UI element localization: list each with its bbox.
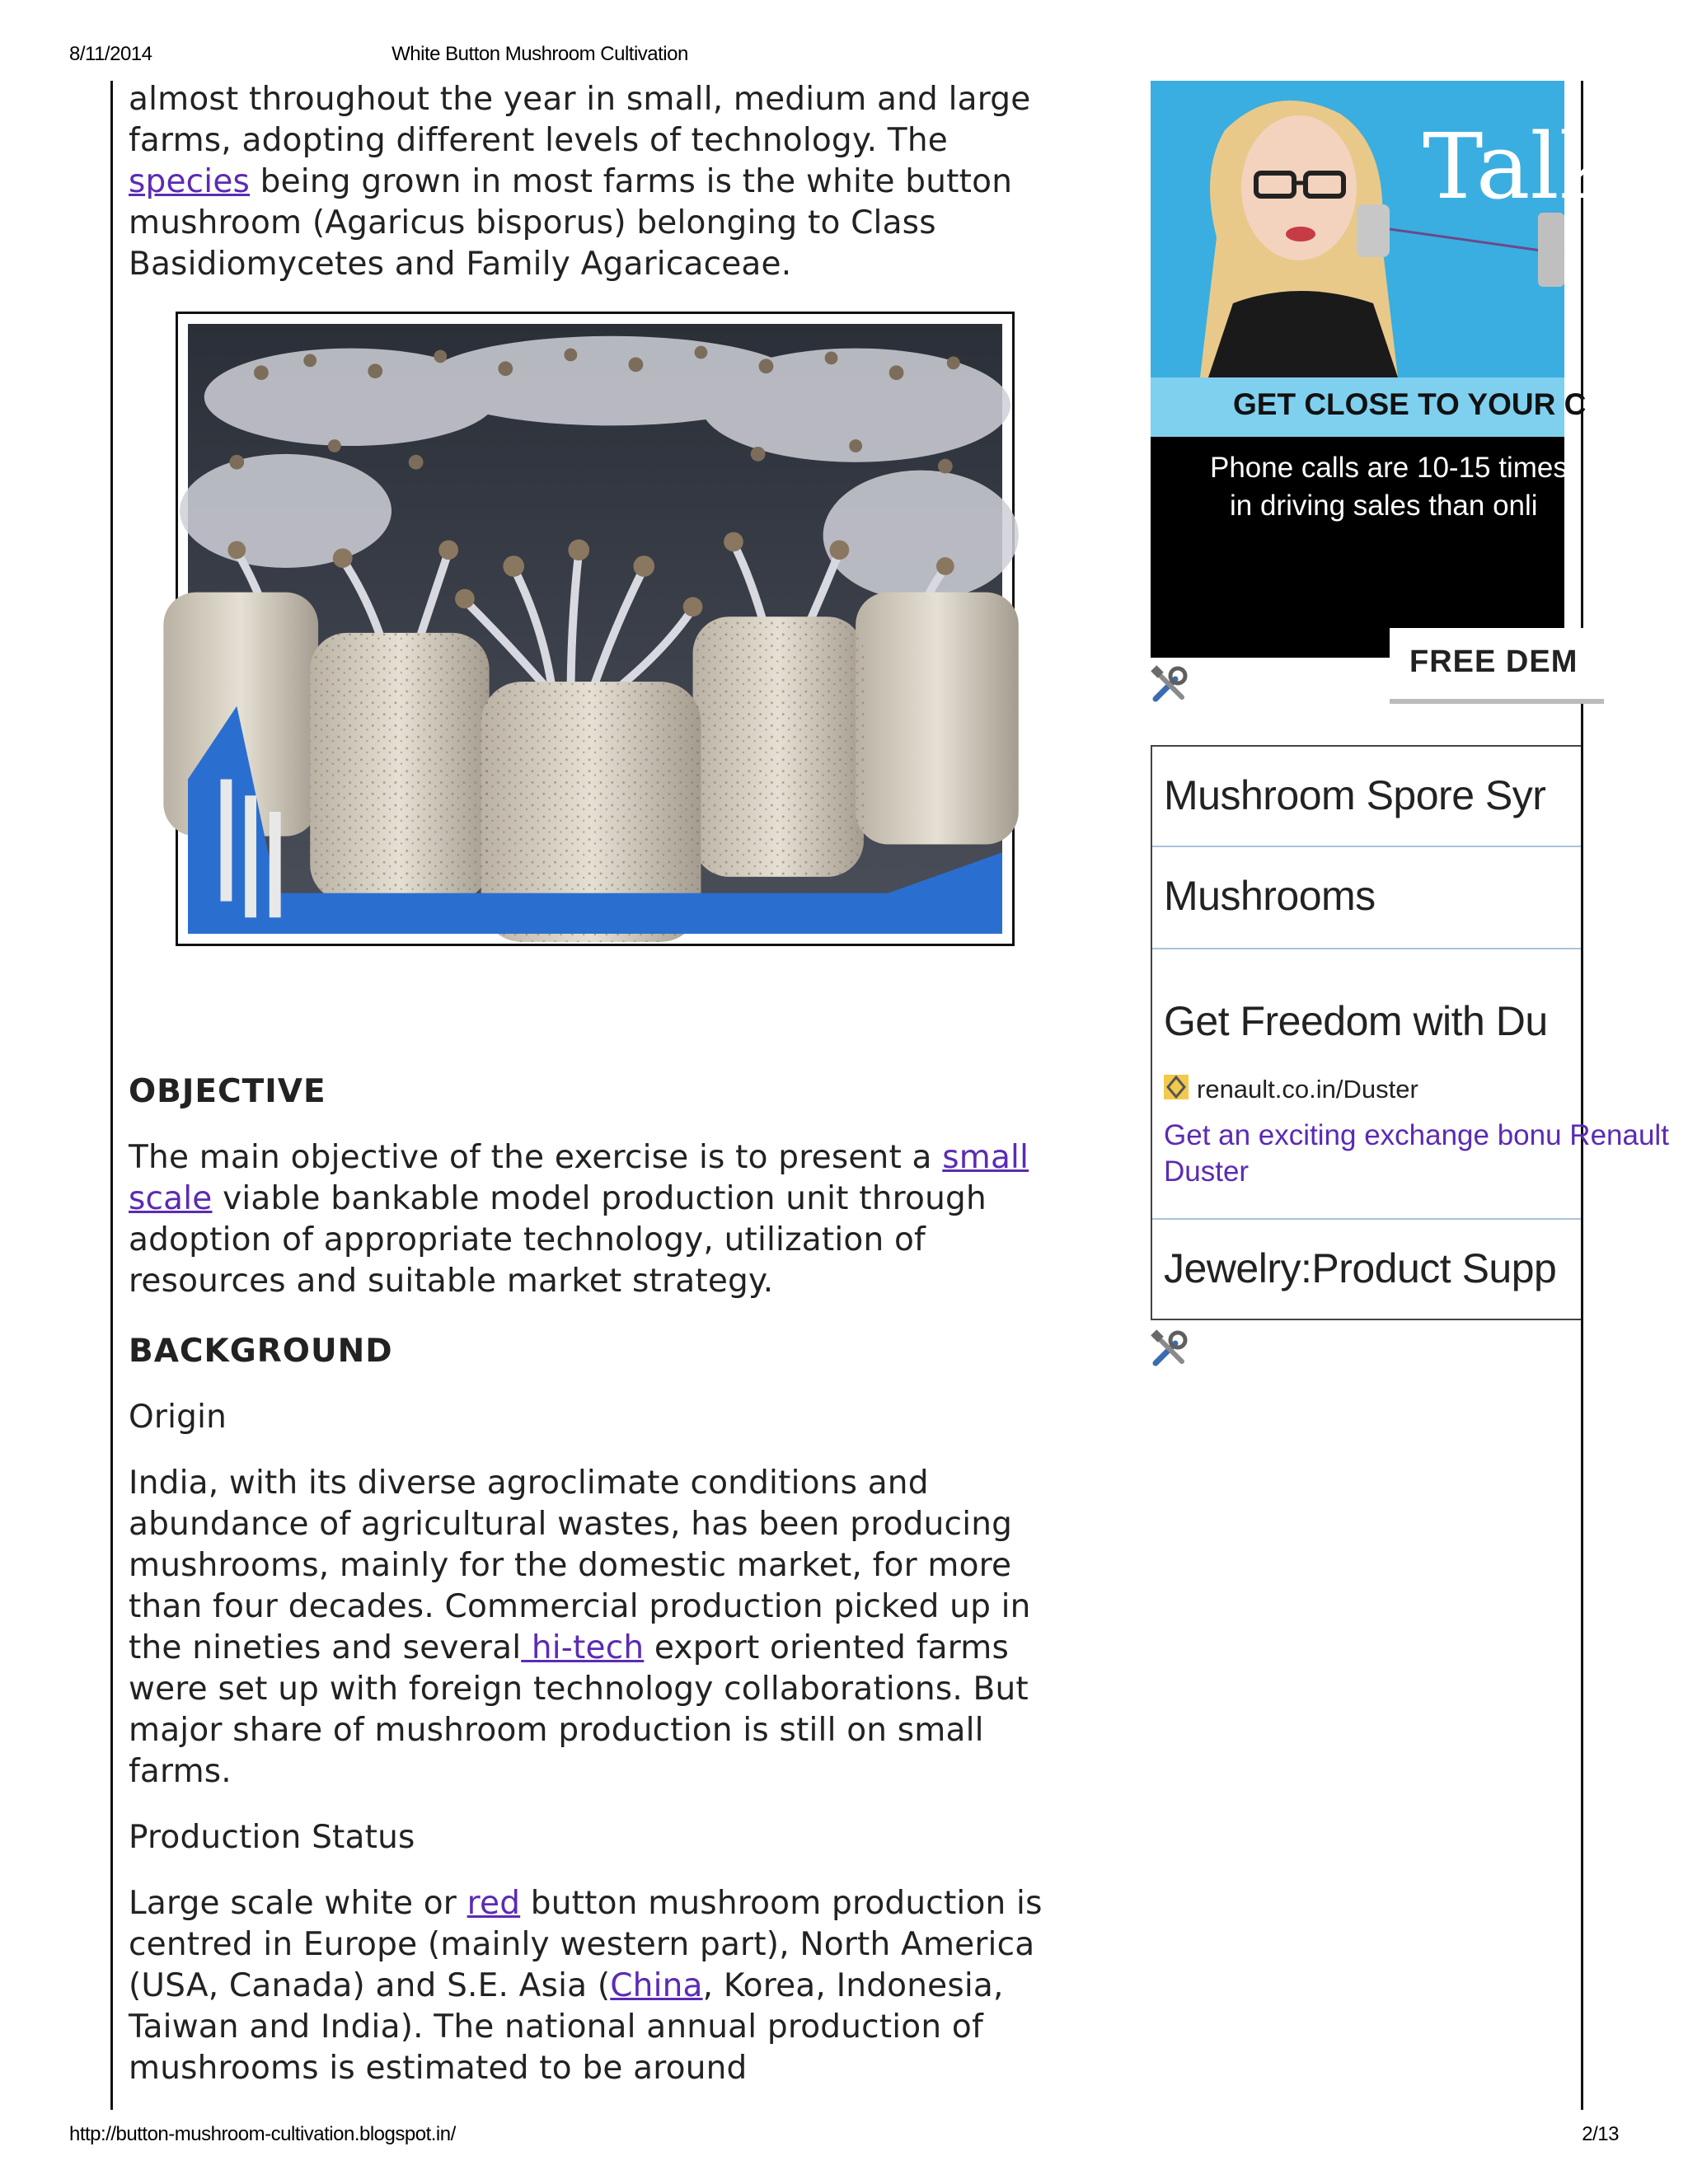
renault-diamond-icon [1164, 1075, 1189, 1099]
background-section [129, 1331, 1085, 2089]
small-scale-link[interactable]: small scale [129, 1139, 1029, 1217]
ad-link-get-freedom[interactable]: Get Freedom with Du [1164, 998, 1548, 1044]
ad-photo-area [1151, 81, 1615, 377]
ad-link-separator [1152, 846, 1581, 847]
ad-headline-strip: GET CLOSE TO YOUR C [1151, 377, 1564, 437]
objective-heading: OBJECTIVE [129, 1073, 326, 1110]
sidebar-banner-ad[interactable] [1151, 81, 1615, 679]
print-url: http://button-mushroom-cultivation.blogspot.in/ [69, 2123, 456, 2145]
tools-icon [1151, 666, 1189, 704]
print-page-number: 2/13 [1582, 2123, 1619, 2145]
species-link[interactable]: species [129, 163, 251, 200]
ad-copy-area [1151, 437, 1578, 679]
red-link[interactable]: red [467, 1885, 521, 1922]
ad-link-jewelry[interactable]: Jewelry:Product Supp [1164, 1245, 1557, 1291]
origin-paragraph: India, with its diverse agroclimate conditions and abundance of agricultural wastes, has been producing mushrooms, mainly for the domestic market, for more than four decades. Commercial production picked up in the nineties and several hi-tech export oriented farms were set up with foreign technology collaborations. But major share of mushroom production is still on small farms. [129, 1465, 1031, 1790]
ad-link-mushroom-spore[interactable]: Mushroom Spore Syr [1164, 772, 1546, 818]
mushroom-photo [188, 324, 1002, 934]
ad-link-display-url[interactable]: renault.co.in/Duster [1197, 1075, 1418, 1104]
ad-copy-line-2: in driving sales than onli [1230, 490, 1538, 522]
intro-paragraph: almost throughout the year in small, medium and large farms, adopting different levels of technology. The species being grown in most farms is the white button mushroom (Agaricus bisporus) belonging to Class Basidiomycetes and Family Agaricaceae. [129, 81, 1031, 283]
article-intro [129, 79, 1076, 285]
ad-copy-line-1: Phone calls are 10-15 times [1210, 452, 1568, 484]
objective-section [129, 1071, 1085, 1302]
mushroom-photo-illustration [188, 324, 1002, 934]
print-page-title: White Button Mushroom Cultivation [392, 43, 688, 65]
print-date: 8/11/2014 [69, 43, 152, 65]
content-left-border [110, 81, 113, 2110]
ad-options-tools-icon-2[interactable] [1151, 1330, 1189, 1368]
ad-link-separator [1152, 948, 1581, 949]
production-status-paragraph: Large scale white or red button mushroom production is centred in Europe (mainly western part), North America (USA, Canada) and S.E. Asia (China, Korea, Indonesia, Taiwan and India). The national annual production of mushrooms is estimated to be around [129, 1885, 1043, 2087]
objective-paragraph: The main objective of the exercise is to present a small scale viable bankable model production unit through adoption of appropriate technology, utilization of resources and suitable market strategy. [129, 1139, 1029, 1300]
ad-link-separator [1152, 1218, 1581, 1220]
hi-tech-link[interactable]: hi-tech [521, 1629, 645, 1666]
mushroom-photo-frame [176, 312, 1015, 946]
tools-icon [1151, 1330, 1189, 1368]
ad-options-tools-icon[interactable] [1151, 666, 1189, 704]
production-status-subheading: Production Status [129, 1819, 415, 1856]
china-link[interactable]: China [610, 1967, 703, 2004]
ad-brand-text: Talk [1423, 114, 1615, 219]
ad-link-description[interactable]: Get an exciting exchange bonu Renault Duster [1164, 1119, 1669, 1188]
renault-logo-icon [1164, 1075, 1189, 1099]
ad-link-mushrooms[interactable]: Mushrooms [1164, 873, 1376, 919]
sidebar-ad-links [1151, 745, 1669, 1320]
origin-subheading: Origin [129, 1399, 227, 1436]
content-right-border [1581, 81, 1583, 2110]
ad-free-demo-button[interactable]: FREE DEM [1390, 628, 1604, 704]
background-heading: BACKGROUND [129, 1333, 393, 1370]
